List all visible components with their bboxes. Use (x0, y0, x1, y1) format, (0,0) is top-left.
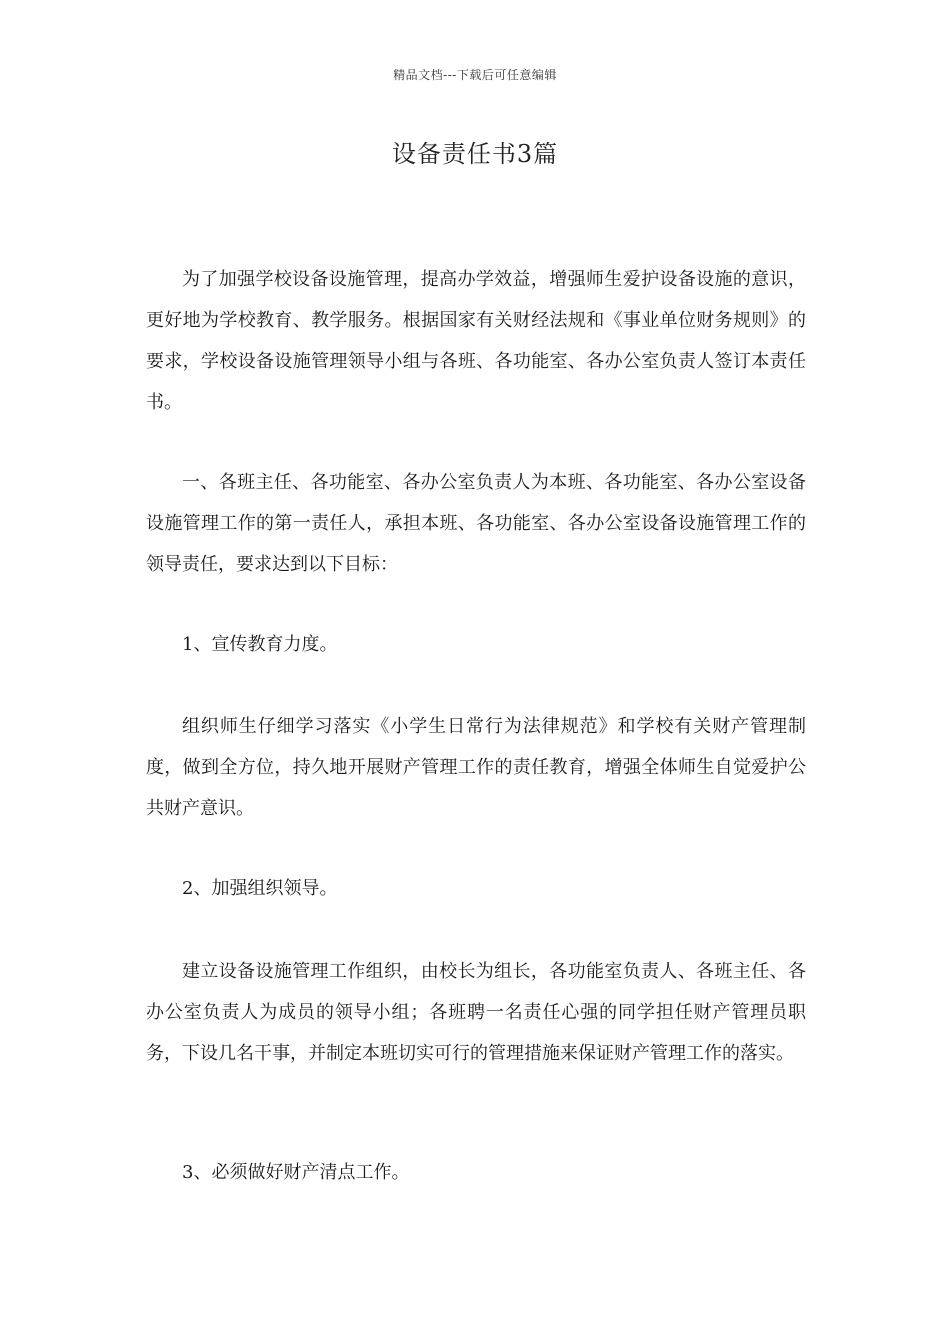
paragraph-intro: 为了加强学校设备设施管理，提高办学效益，增强师生爱护设备设施的意识，更好地为学校教育、教学服务。根据国家有关财经法规和《事业单位财务规则》的要求，学校设备设施管理领导小组与各班、各功能室、各办公室负责人签订本责任书。 (146, 269, 806, 413)
paragraph-item-2-heading: 2、加强组织领导。 (182, 878, 338, 899)
paragraph-item-1-body: 组织师生仔细学习落实《小学生日常行为法律规范》和学校有关财产管理制度，做到全方位，持久地开展财产管理工作的责任教育，增强全体师生自觉爱护公共财产意识。 (146, 716, 806, 819)
paragraph-item-2-body: 建立设备设施管理工作组织，由校长为组长，各功能室负责人、各班主任、各办公室负责人为成员的领导小组；各班聘一名责任心强的同学担任财产管理员职务，下设几名干事，并制定本班切实可行的管理措施来保证财产管理工作的落实。 (146, 961, 806, 1064)
paragraph-item-1-heading: 1、宣传教育力度。 (182, 634, 338, 655)
paragraph-item-3-heading: 3、必须做好财产清点工作。 (182, 1162, 410, 1183)
header-note: 精品文档---下载后可任意编辑 (393, 68, 557, 82)
document-title: 设备责任书3篇 (391, 140, 559, 168)
paragraph-section-one: 一、各班主任、各功能室、各办公室负责人为本班、各功能室、各办公室设备设施管理工作的第一责任人，承担本班、各功能室、各办公室设备设施管理工作的领导责任，要求达到以下目标： (146, 472, 806, 575)
